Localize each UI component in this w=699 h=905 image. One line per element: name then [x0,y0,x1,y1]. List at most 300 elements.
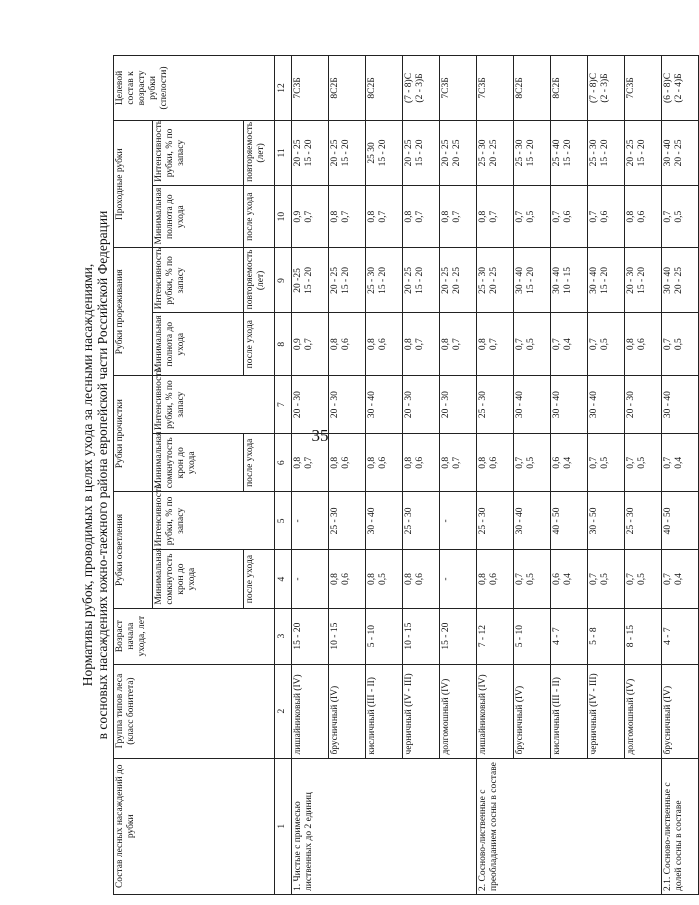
passage-repeat-cell-line: 20 - 25 [293,139,303,167]
header-forest-type: Группа типов леса (класс бонитета) [114,664,275,758]
release-density-cell [440,550,477,608]
passage-repeat-cell-line: 20 - 25 [330,139,340,167]
passage-density-cell-line: 0,7 [663,210,673,223]
passage-density-cell-line: 0,7 [489,210,499,223]
cleaning-density-cell-line: 0,8 [404,456,414,469]
cleaning-intensity-cell: 25 - 30 [477,376,514,434]
passage-repeat-cell-line: 25 - 30 [589,139,599,167]
thinning-repeat-cell-line: 20 - 25 [330,266,340,294]
release-density-cell-line: 0,4 [563,573,573,586]
thinning-repeat-cell [662,248,699,313]
cleaning-density-cell-line: 0,5 [637,456,647,469]
target-composition-cell-line: 7С3Б [478,77,488,99]
thinning-repeat-cell [514,248,551,313]
passage-density-cell-line: 0,7 [552,210,562,223]
cleaning-density-cell-line: 0,6 [489,456,499,469]
thinning-repeat-cell [625,248,662,313]
cleaning-density-cell [625,434,662,492]
release-density-cell [292,550,329,608]
thinning-density-cell-line: 0,5 [600,338,610,351]
passage-density-cell [625,185,662,248]
release-density-cell [551,550,588,608]
cleaning-density-cell-line: 0,7 [626,456,636,469]
cleaning-density-cell [588,434,625,492]
thinning-repeat-cell [477,248,514,313]
target-composition-cell [588,56,625,121]
release-density-cell [477,550,514,608]
passage-repeat-cell-line: 25 - 40 [552,139,562,167]
target-composition-cell [662,56,699,121]
table-row [477,56,514,895]
release-intensity-cell: 30 - 40 [514,492,551,550]
thinning-repeat-cell-line: 15 - 20 [378,266,388,294]
forest-type-cell: кисличный (III - II) [551,664,588,758]
column-number: 11 [275,120,292,185]
target-composition-cell [440,56,477,121]
age-cell: 5 - 10 [366,608,403,664]
release-density-cell-line: 0,4 [674,573,684,586]
passage-repeat-cell-line: 15 - 20 [341,139,351,167]
passage-repeat-cell-line: 25 30 [367,142,377,164]
thinning-density-cell-line: 0,4 [563,338,573,351]
release-density-cell-line: 0,8 [330,573,340,586]
thinning-repeat-cell-line: 30 - 40 [515,266,525,294]
passage-density-cell-line: 0,7 [341,210,351,223]
thinning-density-cell [329,313,366,376]
header-min-density: Минимальная сомкнутость крон до ухода [153,434,244,492]
cleaning-intensity-cell: 20 - 30 [625,376,662,434]
forest-type-cell: долгомошный (IV) [625,664,662,758]
passage-density-cell-line: 0,8 [404,210,414,223]
cleaning-density-cell-line: 0,6 [415,456,425,469]
passage-density-cell [403,185,440,248]
release-intensity-cell: 30 - 40 [366,492,403,550]
cleaning-density-cell-line: 0,6 [341,456,351,469]
document-title: Нормативы рубок, проводимых в целях ухода за лесными насаждениями, [80,263,95,687]
cleaning-intensity-cell: 20 - 30 [403,376,440,434]
thinning-repeat-cell-line: 15 - 20 [415,266,425,294]
table-row [662,56,699,895]
header-age: Возраст начала ухода, лет [114,608,275,664]
target-composition-cell [625,56,662,121]
passage-repeat-cell [551,120,588,185]
header-intensity: Интенсивность рубки, % по запасу [153,248,244,313]
forest-type-cell: брусничный (IV) [662,664,699,758]
passage-repeat-cell-line: 15 - 20 [378,139,388,167]
age-cell: 4 - 7 [551,608,588,664]
thinning-density-cell-line: 0,5 [674,338,684,351]
passage-density-cell-line: 0,7 [378,210,388,223]
passage-repeat-cell-line: 20 - 25 [489,139,499,167]
release-density-cell-line: 0,7 [663,573,673,586]
passage-repeat-cell-line: 20 - 25 [441,139,451,167]
target-composition-cell-line: 8С2Б [330,77,340,99]
thinning-repeat-cell-line: 25 - 30 [478,266,488,294]
passage-density-cell-line: 0,7 [304,210,314,223]
thinning-density-cell-line: 0,8 [330,338,340,351]
passage-density-cell [551,185,588,248]
passage-repeat-cell-line: 30 - 40 [663,139,673,167]
cleaning-density-cell-line: 0,5 [600,456,610,469]
passage-repeat-cell [366,120,403,185]
thinning-repeat-cell [551,248,588,313]
column-number: 3 [275,608,292,664]
thinning-repeat-cell-line: 15 - 20 [304,266,314,294]
release-density-cell-line: 0,8 [404,573,414,586]
rotated-table-area [80,55,684,895]
thinning-density-cell-line: 0,7 [304,338,314,351]
release-intensity-cell: 25 - 30 [625,492,662,550]
passage-repeat-cell [292,120,329,185]
column-number: 7 [275,376,292,434]
column-number: 2 [275,664,292,758]
thinning-density-cell-line: 0,7 [452,338,462,351]
header-intensity: Интенсивность рубки, % по запасу [153,492,275,550]
cleaning-density-cell-line: 0,8 [293,456,303,469]
cleaning-density-cell-line: 0,4 [674,456,684,469]
thinning-density-cell [662,313,699,376]
cleaning-density-cell-line: 0,6 [552,456,562,469]
thinning-repeat-cell [366,248,403,313]
cleaning-density-cell-line: 0,7 [452,456,462,469]
thinning-density-cell-line: 0,7 [552,338,562,351]
release-density-cell-line: 0,7 [515,573,525,586]
header-after-care: после ухода [244,550,275,608]
cleaning-intensity-cell: 30 - 40 [551,376,588,434]
release-density-cell-line: 0,6 [415,573,425,586]
thinning-density-cell [477,313,514,376]
thinning-density-cell-line: 0,7 [589,338,599,351]
target-composition-cell-line: 7С3Б [626,77,636,99]
passage-density-cell [588,185,625,248]
target-composition-cell-line: 7С3Б [293,77,303,99]
header-cleaning: Рубки прочистки [114,376,153,492]
column-number: 12 [275,56,292,121]
forest-type-cell: черничный (IV - III) [403,664,440,758]
passage-density-cell-line: 0,6 [600,210,610,223]
forest-type-cell: лишайниковый (IV) [477,664,514,758]
release-intensity-cell: - [440,492,477,550]
column-number-row [275,56,292,895]
target-composition-cell-line: (2 - 4)Б [674,73,684,103]
release-density-cell-line: - [293,577,303,581]
target-composition-cell [551,56,588,121]
header-intensity: Интенсивность рубки, % по запасу [153,120,244,185]
thinning-density-cell-line: 0,7 [515,338,525,351]
thinning-density-cell-line: 0,6 [378,338,388,351]
passage-repeat-cell [403,120,440,185]
target-composition-cell-line: 8С2Б [367,77,377,99]
target-composition-cell-line: (6 - 8)С [663,72,673,104]
thinning-density-cell-line: 0,8 [441,338,451,351]
thinning-density-cell-line: 0,8 [626,338,636,351]
target-composition-cell [329,56,366,121]
thinning-repeat-cell-line: 20 - 25 [404,266,414,294]
group-label: 2.1. Сосново-лиственные с долей сосны в составе [662,758,699,894]
passage-repeat-cell-line: 25 - 30 [515,139,525,167]
thinning-density-cell-line: 0,7 [415,338,425,351]
group-label: 1. Чистые с примесью лиственных до 2 единиц [292,758,477,894]
passage-repeat-cell [440,120,477,185]
passage-density-cell-line: 0,8 [626,210,636,223]
header-target: Целевой состав к возрасту рубки (спелости) [114,56,275,121]
forest-type-cell: черничный (IV - III) [588,664,625,758]
cleaning-density-cell [662,434,699,492]
passage-density-cell-line: 0,6 [563,210,573,223]
target-composition-cell [514,56,551,121]
thinning-density-cell [588,313,625,376]
passage-density-cell-line: 0,6 [637,210,647,223]
thinning-density-cell-line: 0,9 [293,338,303,351]
release-density-cell [329,550,366,608]
passage-repeat-cell-line: 25 - 30 [478,139,488,167]
cleaning-intensity-cell: 20 - 30 [440,376,477,434]
header-after-care: после ухода [244,185,275,248]
thinning-repeat-cell-line: 10 - 15 [563,266,573,294]
column-number: 6 [275,434,292,492]
passage-repeat-cell-line: 20 - 25 [404,139,414,167]
target-composition-cell [477,56,514,121]
cleaning-density-cell-line: 0,6 [378,456,388,469]
release-density-cell-line: 0,7 [626,573,636,586]
thinning-repeat-cell-line: 20 -25 [293,268,303,293]
release-intensity-cell: 40 - 50 [551,492,588,550]
target-composition-cell [403,56,440,121]
passage-density-cell [662,185,699,248]
cleaning-intensity-cell: 30 - 40 [514,376,551,434]
forest-type-cell: лишайниковый (IV) [292,664,329,758]
age-cell: 10 - 15 [329,608,366,664]
cleaning-intensity-cell: 30 - 40 [588,376,625,434]
column-number: 5 [275,492,292,550]
passage-density-cell [440,185,477,248]
column-number: 10 [275,185,292,248]
target-composition-cell-line: 8С2Б [552,77,562,99]
release-density-cell-line: 0,5 [637,573,647,586]
age-cell: 8 - 15 [625,608,662,664]
thinning-repeat-cell-line: 15 - 20 [526,266,536,294]
release-intensity-cell: 25 - 30 [329,492,366,550]
thinning-density-cell [514,313,551,376]
cleaning-density-cell [551,434,588,492]
release-density-cell-line: 0,6 [489,573,499,586]
age-cell: 4 - 7 [662,608,699,664]
passage-repeat-cell-line: 15 - 20 [304,139,314,167]
cleaning-density-cell-line: 0,8 [478,456,488,469]
cleaning-intensity-cell: 20 - 30 [292,376,329,434]
age-cell: 10 - 15 [403,608,440,664]
thinning-repeat-cell [440,248,477,313]
age-cell: 7 - 12 [477,608,514,664]
thinning-density-cell-line: 0,7 [489,338,499,351]
header-min-completeness: Минимальная полнота до ухода [153,185,244,248]
target-composition-cell-line: (7 - 8)С [589,72,599,104]
header-composition: Состав лесных насаждений до рубки [114,758,275,894]
header-min-completeness: Минимальная полнота до ухода [153,313,244,376]
release-density-cell-line: 0,5 [378,573,388,586]
target-composition-cell-line: 8С2Б [515,77,525,99]
release-density-cell [366,550,403,608]
passage-repeat-cell-line: 15 - 20 [415,139,425,167]
passage-density-cell-line: 0,7 [589,210,599,223]
cleaning-density-cell [329,434,366,492]
passage-repeat-cell-line: 15 - 20 [600,139,610,167]
forest-type-cell: долгомошный (IV) [440,664,477,758]
thinning-repeat-cell-line: 20 - 25 [452,266,462,294]
cleaning-density-cell-line: 0,7 [515,456,525,469]
header-release: Рубки осветления [114,492,153,608]
passage-repeat-cell [514,120,551,185]
thinning-repeat-cell-line: 15 - 20 [600,266,610,294]
target-composition-cell-line: (7 - 8)С [404,72,414,104]
thinning-repeat-cell-line: 20 - 25 [441,266,451,294]
release-density-cell-line: 0,5 [526,573,536,586]
thinning-repeat-cell-line: 20 - 30 [626,266,636,294]
age-cell: 5 - 8 [588,608,625,664]
passage-density-cell [292,185,329,248]
target-composition-cell [292,56,329,121]
thinning-density-cell [551,313,588,376]
table-body [292,56,699,895]
passage-repeat-cell-line: 15 - 20 [637,139,647,167]
cleaning-intensity-cell: 30 - 40 [366,376,403,434]
thinning-repeat-cell-line: 20 - 25 [674,266,684,294]
header-thinning: Рубки прореживания [114,248,153,376]
age-cell: 15 - 20 [292,608,329,664]
cleaning-density-cell-line: 0,7 [304,456,314,469]
passage-density-cell-line: 0,8 [478,210,488,223]
thinning-density-cell [440,313,477,376]
cleaning-density-cell-line: 0,5 [526,456,536,469]
header-intensity: Интенсивность рубки, % по запасу [153,376,275,434]
thinning-density-cell [366,313,403,376]
release-density-cell-line: 0,8 [367,573,377,586]
thinning-repeat-cell-line: 30 - 40 [589,266,599,294]
release-intensity-cell: 40 - 50 [662,492,699,550]
passage-repeat-cell-line: 20 - 25 [626,139,636,167]
passage-density-cell-line: 0,5 [526,210,536,223]
column-number: 9 [275,248,292,313]
passage-repeat-cell [329,120,366,185]
document-subtitle: в сосновых насаждениях южно-таежного района европейской части Российской Федерации [95,210,110,740]
passage-repeat-cell [588,120,625,185]
cleaning-density-cell [440,434,477,492]
passage-repeat-cell-line: 20 - 25 [674,139,684,167]
passage-density-cell-line: 0,9 [293,210,303,223]
thinning-repeat-cell-line: 25 - 30 [367,266,377,294]
cleaning-density-cell [477,434,514,492]
forest-type-cell: кисличный (III - II) [366,664,403,758]
release-density-cell [625,550,662,608]
release-density-cell-line: - [441,577,451,581]
passage-repeat-cell-line: 20 - 25 [452,139,462,167]
release-density-cell-line: 0,7 [589,573,599,586]
thinning-repeat-cell [588,248,625,313]
thinning-density-cell-line: 0,8 [367,338,377,351]
target-composition-cell [366,56,403,121]
thinning-density-cell-line: 0,8 [404,338,414,351]
thinning-repeat-cell-line: 30 - 40 [552,266,562,294]
header-row-top [114,56,153,895]
cleaning-density-cell [366,434,403,492]
thinning-repeat-cell-line: 20 - 25 [489,266,499,294]
cleaning-density-cell [292,434,329,492]
thinning-density-cell-line: 0,6 [637,338,647,351]
cleaning-density-cell-line: 0,4 [563,456,573,469]
thinning-repeat-cell [292,248,329,313]
passage-repeat-cell [662,120,699,185]
passage-density-cell-line: 0,5 [674,210,684,223]
thinning-repeat-cell-line: 15 - 20 [341,266,351,294]
page-number: 35 [311,426,329,445]
thinning-repeat-cell [329,248,366,313]
header-after-care: после ухода [244,313,275,376]
thinning-density-cell-line: 0,8 [478,338,488,351]
release-density-cell-line: 0,8 [478,573,488,586]
thinning-density-cell-line: 0,5 [526,338,536,351]
forest-type-cell: брусничный (IV) [329,664,366,758]
thinning-density-cell [292,313,329,376]
header-passage: Проходные рубки [114,120,153,248]
passage-repeat-cell-line: 15 - 20 [563,139,573,167]
thinning-density-cell-line: 0,6 [341,338,351,351]
cleaning-density-cell-line: 0,7 [589,456,599,469]
passage-repeat-cell [625,120,662,185]
passage-density-cell-line: 0,7 [415,210,425,223]
passage-repeat-cell-line: 15 - 20 [526,139,536,167]
release-density-cell [514,550,551,608]
passage-density-cell [329,185,366,248]
release-density-cell [662,550,699,608]
cleaning-density-cell-line: 0,8 [330,456,340,469]
cleaning-density-cell-line: 0,7 [663,456,673,469]
release-intensity-cell: 25 - 30 [477,492,514,550]
column-number: 8 [275,313,292,376]
thinning-repeat-cell-line: 15 - 20 [637,266,647,294]
cleaning-density-cell-line: 0,8 [367,456,377,469]
release-density-cell-line: 0,6 [552,573,562,586]
cleaning-density-cell [403,434,440,492]
target-composition-cell-line: (2 - 3)Б [415,73,425,103]
header-after-care: после ухода [244,434,275,492]
age-cell: 15 - 20 [440,608,477,664]
thinning-density-cell [403,313,440,376]
release-intensity-cell: 30 - 50 [588,492,625,550]
passage-density-cell [514,185,551,248]
passage-density-cell-line: 0,8 [441,210,451,223]
thinning-repeat-cell-line: 30 - 40 [663,266,673,294]
cleaning-density-cell-line: 0,8 [441,456,451,469]
target-composition-cell-line: 7С3Б [441,77,451,99]
passage-density-cell-line: 0,7 [452,210,462,223]
passage-repeat-cell [477,120,514,185]
passage-density-cell [366,185,403,248]
release-intensity-cell: 25 - 30 [403,492,440,550]
forest-type-cell: брусничный (IV) [514,664,551,758]
target-composition-cell-line: (2 - 3)Б [600,73,610,103]
column-number: 4 [275,550,292,608]
group-label: 2. Сосново-лиственные с преобладанием сосны в составе [477,758,662,894]
release-intensity-cell: - [292,492,329,550]
release-density-cell-line: 0,6 [341,573,351,586]
passage-density-cell-line: 0,7 [515,210,525,223]
release-density-cell [403,550,440,608]
release-density-cell [588,550,625,608]
thinning-density-cell-line: 0,7 [663,338,673,351]
release-density-cell-line: 0,5 [600,573,610,586]
cleaning-intensity-cell: 20 - 30 [329,376,366,434]
thinning-repeat-cell [403,248,440,313]
